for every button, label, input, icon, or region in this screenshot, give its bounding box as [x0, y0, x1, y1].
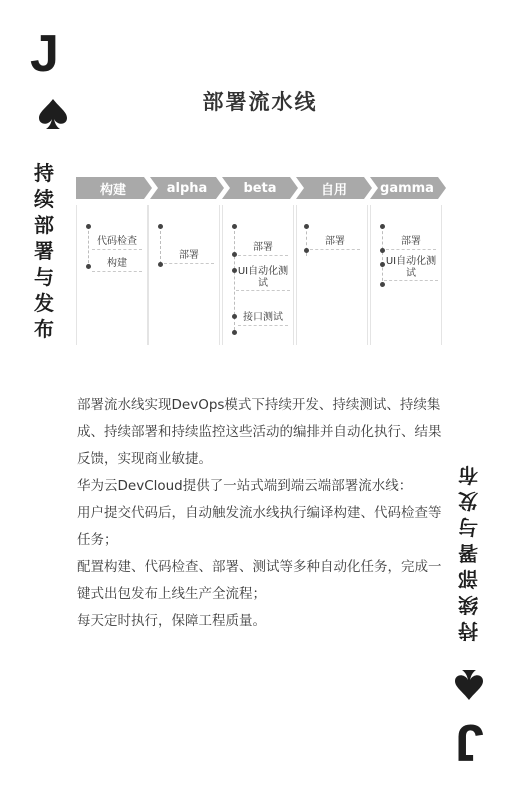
- task-item: 接口测试: [238, 312, 288, 326]
- description: [77, 392, 449, 635]
- task-dot: [380, 282, 385, 287]
- side-title-char: 署: [458, 541, 478, 565]
- stage-label: 构建: [99, 182, 126, 198]
- task-dot: [304, 224, 309, 229]
- task-item: 部署: [386, 236, 436, 250]
- side-title-char: 持: [34, 161, 54, 185]
- task-item: 部署: [310, 236, 360, 250]
- stage-label: 自用: [320, 182, 347, 198]
- description-paragraph: 部署流水线实现DevOps模式下持续开发、持续测试、持续集成、持续部署和持续监控这些活动的编排并自动化执行、结果反馈，实现商业敏捷。: [77, 397, 442, 467]
- task-item: UI自动化测试: [384, 256, 438, 281]
- side-title-char: 发: [34, 291, 54, 315]
- stage-label: beta: [243, 180, 277, 196]
- task-item: 代码检查: [92, 236, 142, 250]
- task-dot: [232, 330, 237, 335]
- side-title-char: 发: [458, 489, 478, 513]
- stage-beta: [226, 177, 294, 199]
- stage-gamma: [374, 177, 440, 199]
- stage-alpha: [154, 177, 220, 199]
- task-dot: [304, 248, 309, 253]
- stage-label: gamma: [380, 180, 434, 196]
- card-rank-bottom: J: [455, 713, 484, 771]
- task-dot: [158, 262, 163, 267]
- task-connector: [160, 226, 161, 264]
- stage-label: alpha: [166, 180, 208, 196]
- description-paragraph: 每天定时执行，保障工程质量。: [77, 613, 266, 629]
- task-dot: [232, 252, 237, 257]
- side-title-char: 部: [458, 567, 478, 591]
- task-dot: [380, 248, 385, 253]
- card-rank-top: J: [30, 25, 59, 83]
- side-title-char: 部: [34, 213, 54, 237]
- side-title-left: [34, 160, 54, 342]
- task-connector: [88, 226, 89, 268]
- side-title-char: 续: [458, 593, 478, 617]
- side-title-char: 布: [34, 317, 54, 341]
- description-paragraph: 配置构建、代码检查、部署、测试等多种自动化任务，完成一键式出包发布上线生产全流程；: [77, 559, 442, 602]
- task-item: 构建: [92, 258, 142, 272]
- stage-build: [80, 177, 146, 199]
- side-title-char: 与: [458, 515, 478, 539]
- side-title-char: 与: [34, 265, 54, 289]
- task-dot: [158, 224, 163, 229]
- task-item: UI自动化测试: [236, 266, 290, 291]
- task-item: 部署: [164, 250, 214, 264]
- task-dot: [232, 314, 237, 319]
- side-title-char: 署: [34, 239, 54, 263]
- side-title-right: [458, 462, 478, 644]
- task-dot: [380, 224, 385, 229]
- stage-selfuse: [300, 177, 368, 199]
- task-dot: [86, 264, 91, 269]
- description-paragraph: 华为云DevCloud提供了一站式端到端云端部署流水线：: [77, 478, 413, 494]
- description-paragraph: 用户提交代码后，自动触发流水线执行编译构建、代码检查等任务；: [77, 505, 442, 548]
- task-dot: [86, 224, 91, 229]
- task-item: 部署: [238, 242, 288, 256]
- spade-icon: [452, 668, 486, 702]
- task-dot: [232, 224, 237, 229]
- side-title-char: 持: [458, 619, 478, 643]
- page-title: 部署流水线: [202, 90, 318, 114]
- side-title-char: 布: [458, 463, 478, 487]
- side-title-char: 续: [34, 187, 54, 211]
- task-connector: [382, 226, 383, 286]
